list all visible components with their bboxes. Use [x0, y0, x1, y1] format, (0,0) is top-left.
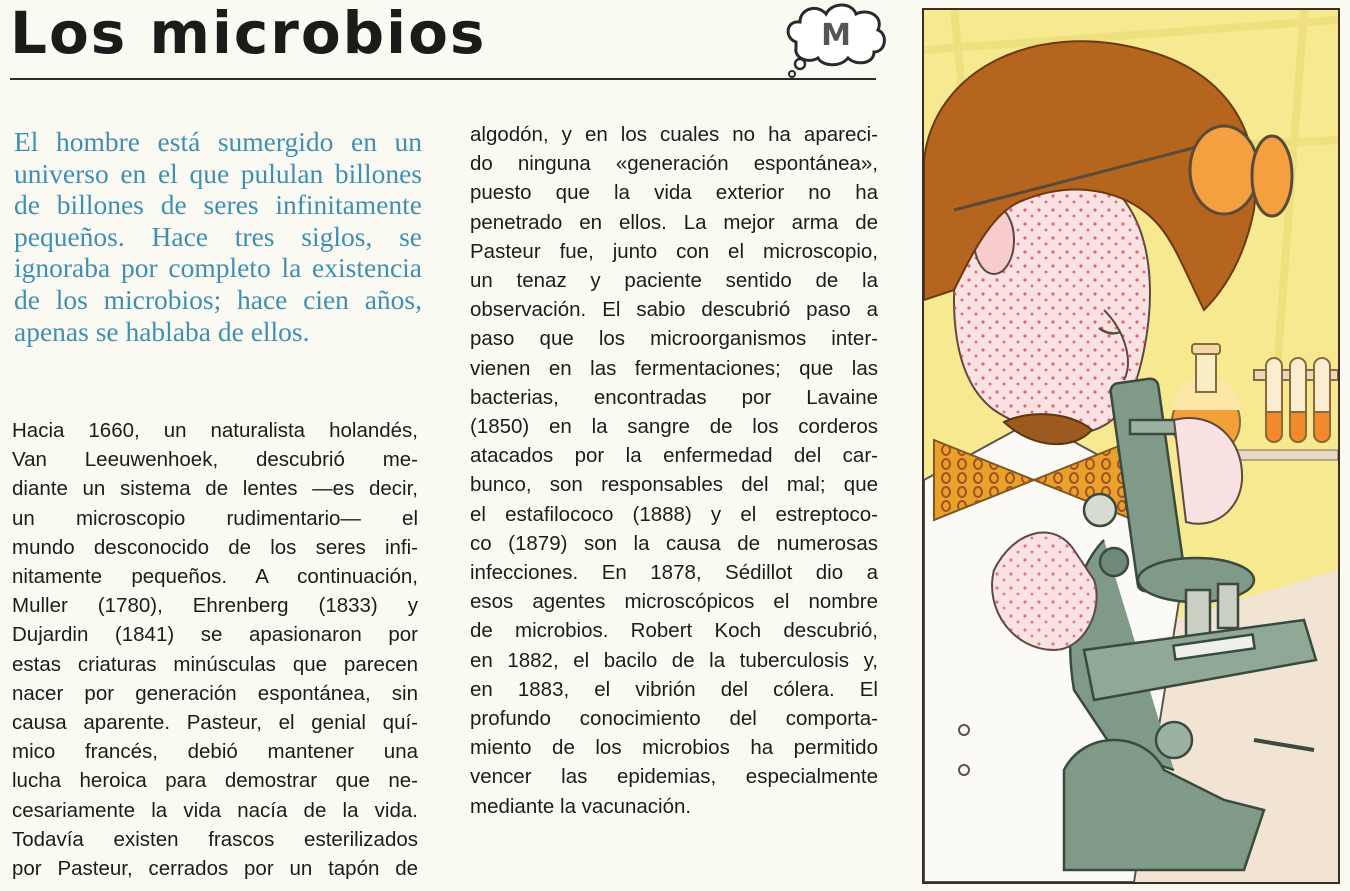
body-line: co (1879) son la causa de numerosas [470, 531, 878, 555]
body-line: nacer por generación espontánea, sin [12, 681, 418, 705]
body-line: nitamente pequeños. A continuación, [12, 565, 418, 589]
body-line: profundo conocimiento del comporta- [470, 707, 878, 731]
body-line: cesariamente la vida nacía de la vida. [12, 798, 418, 822]
body-line: lucha heroica para demostrar que ne- [12, 769, 418, 793]
body-line: puesto que la vida exterior no ha [470, 181, 878, 205]
body-line: un tenaz y paciente sentido de la [470, 269, 878, 293]
body-line: el estafilococo (1888) y el estreptoco- [470, 502, 878, 526]
body-line: bacterias, encontradas por Lavaine [470, 385, 878, 409]
body-line: causa aparente. Pasteur, el genial quí- [12, 711, 418, 735]
body-line: observación. El sabio descubrió paso a [470, 298, 878, 322]
test-tubes-icon [1254, 358, 1338, 442]
body-line: de microbios. Robert Koch descubrió, [470, 619, 878, 643]
badge-letter: M [821, 18, 851, 53]
body-line: vencer las epidemias, especialmente [470, 765, 878, 789]
body-column-right [470, 120, 878, 821]
body-line: (1850) en la sangre de los corderos [470, 415, 878, 439]
illustration-scientist-microscope [922, 8, 1340, 884]
body-line: diante un sistema de lentes —es decir, [12, 477, 418, 501]
body-line: penetrado en ellos. La mejor arma de [470, 210, 878, 234]
body-line: en 1882, el bacilo de la tuberculosis y, [470, 648, 878, 672]
body-line: Todavía existen frascos esterilizados [12, 827, 418, 851]
body-line: estas criaturas minúsculas que parecen [12, 652, 418, 676]
body-line: esos agentes microscópicos el nombre [470, 590, 878, 614]
body-line: Muller (1780), Ehrenberg (1833) y [12, 594, 418, 618]
body-line: algodón, y en los cuales no ha apareci- [470, 123, 878, 146]
body-line: Van Leeuwenhoek, descubrió me- [12, 448, 418, 472]
page-title: Los microbios [10, 0, 487, 67]
body-line: Dujardin (1841) se apasionaron por [12, 623, 418, 647]
body-line: atacados por la enfermedad del car- [470, 444, 878, 468]
body-line: en 1883, el vibrión del cólera. El [470, 677, 878, 701]
body-line: infecciones. En 1878, Sédillot dio a [470, 561, 878, 585]
body-line: mundo desconocido de los seres infi- [12, 535, 418, 559]
body-line: por Pasteur, cerrados por un tapón de [12, 857, 418, 881]
lead-paragraph: El hombre está sumergido en un universo en el que pululan billones de billones de seres infinitamente pequeños. Hace tres siglos, se ignoraba por completo la existencia de los microbios; hace cien años, apenas se hablaba de ellos. [14, 126, 422, 347]
body-line: mediante la vacunación. [470, 794, 692, 818]
body-line: mico francés, debió mantener una [12, 740, 418, 764]
body-line: un microscopio rudimentario— el [12, 506, 418, 530]
body-line: vienen en las fermentaciones; que las [470, 356, 878, 380]
body-line: Hacia 1660, un naturalista holandés, [12, 419, 418, 442]
body-line: bunco, son responsables del mal; que [470, 473, 878, 497]
body-line: paso que los microorganismos inter- [470, 327, 878, 351]
body-column-left [12, 416, 418, 883]
body-line: miento de los microbios ha permitido [470, 736, 878, 760]
body-line: Pasteur fue, junto con el microscopio, [470, 239, 878, 263]
section-badge [782, 2, 888, 78]
body-line: do ninguna «generación espontánea», [470, 152, 878, 176]
title-rule [10, 78, 876, 80]
